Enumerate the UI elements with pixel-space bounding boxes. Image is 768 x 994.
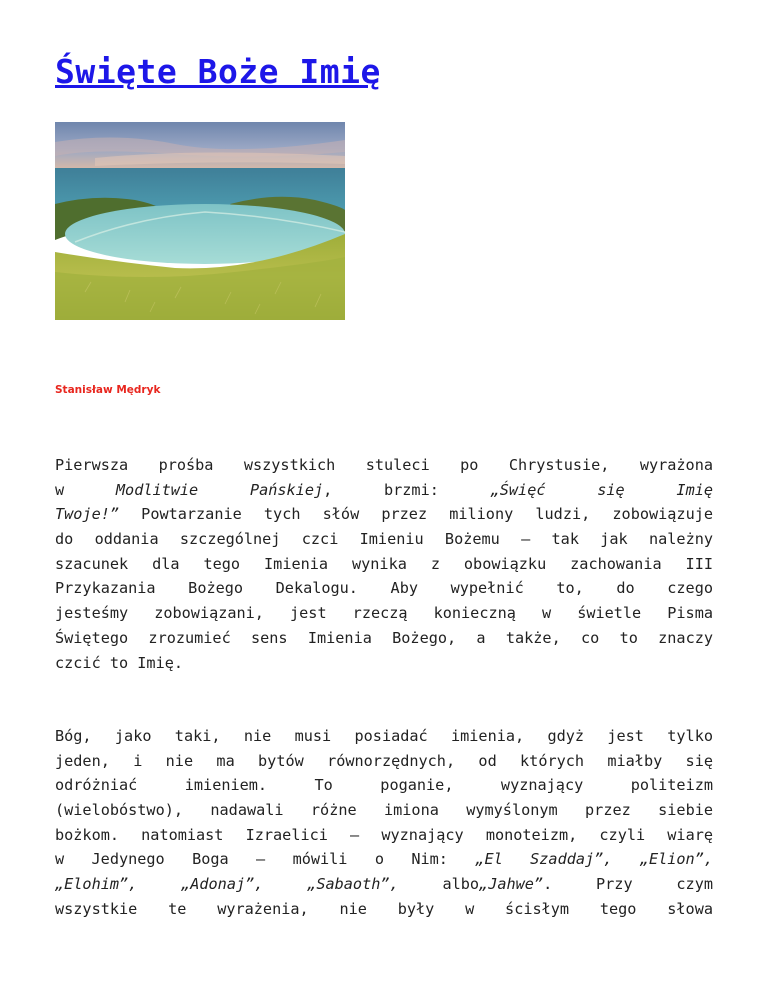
p1-line: Przykazania Bożego Dekalogu. Aby wypełnić to, do czego: [55, 579, 713, 598]
bay-landscape-image: [55, 122, 345, 320]
p1-line: czcić to Imię.: [55, 653, 184, 672]
p2-line: odróżniać imieniem. To poganie, wyznający politeizm: [55, 776, 713, 795]
p2-line: jeden, i nie ma bytów równorzędnych, od których miałby się: [55, 751, 713, 770]
p1-line: szacunek dla tego Imienia wynika z obowiązku zachowania III: [55, 554, 713, 573]
landscape-photo: [55, 122, 345, 320]
p2-line: „Elohim”, „Adonaj”, „Sabaoth”, albo„Jahwe”. Przy czym: [55, 875, 713, 894]
p1-line: do oddania szczególnej czci Imieniu Bożemu – tak jak należny: [55, 530, 713, 549]
paragraph-2: [55, 724, 713, 922]
author-name: Stanisław Mędryk: [55, 384, 161, 396]
p2-line: bożkom. natomiast Izraelici – wyznający monoteizm, czyli wiarę: [55, 825, 713, 844]
p1-line: Twoje!” Powtarzanie tych słów przez miliony ludzi, zobowiązuje: [55, 505, 713, 524]
p1-line: w Modlitwie Pańskiej, brzmi: „Święć się Imię: [55, 480, 713, 499]
title-link[interactable]: Święte Boże Imię: [55, 52, 381, 91]
p1-line: Świętego zrozumieć sens Imienia Bożego, a także, co to znaczy: [55, 628, 713, 647]
p2-line: w Jedynego Boga – mówili o Nim: „El Szaddaj”, „Elion”,: [55, 850, 713, 869]
paragraph-1: [55, 453, 713, 675]
p1-line: jesteśmy zobowiązani, jest rzeczą konieczną w świetle Pisma: [55, 604, 713, 623]
page-title[interactable]: [55, 52, 381, 91]
p2-line: wszystkie te wyrażenia, nie były w ścisłym tego słowa: [55, 899, 713, 918]
p2-line: (wielobóstwo), nadawali różne imiona wymyślonym przez siebie: [55, 801, 713, 820]
p2-line: Bóg, jako taki, nie musi posiadać imienia, gdyż jest tylko: [55, 727, 713, 745]
p1-line: Pierwsza prośba wszystkich stuleci po Chrystusie, wyrażona: [55, 456, 713, 474]
